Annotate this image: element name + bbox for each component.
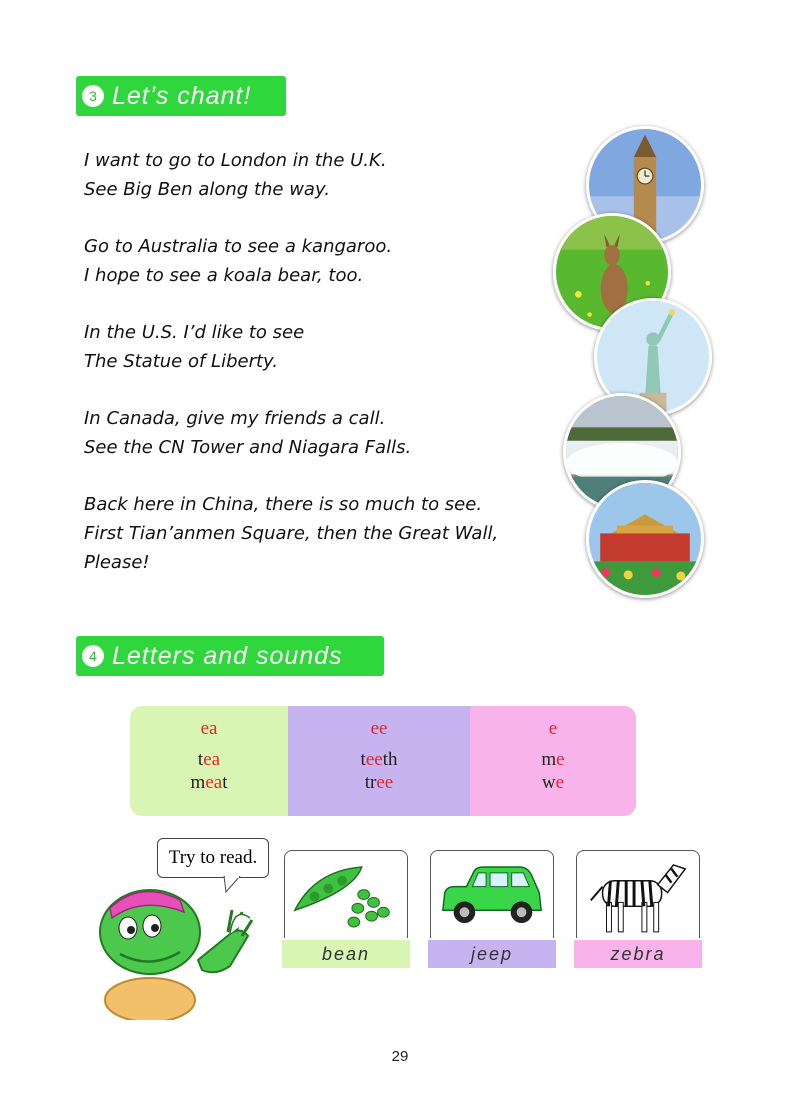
stanza [84, 318, 554, 376]
stanza [84, 146, 554, 204]
zebra-icon [577, 851, 699, 938]
page-number: 29 [391, 1048, 409, 1065]
chant-line: I hope to see a koala bear, too. [84, 265, 364, 286]
word: teeth [360, 749, 398, 770]
section-title: Let’s chant! [112, 81, 252, 110]
section-number: 4 [82, 645, 104, 667]
card-zebra [576, 850, 700, 938]
section-number: 3 [82, 85, 104, 107]
chant-line: Go to Australia to see a kangaroo. [84, 236, 393, 257]
word-label-zebra: zebra [574, 940, 702, 968]
chant-line: The Statue of Liberty. [84, 351, 279, 372]
chant-line: First Tian’anmen Square, then the Great Wall, [84, 523, 499, 544]
bubble-tail-icon [222, 876, 244, 894]
chant-line: Back here in China, there is so much to see. [84, 494, 483, 515]
card-bean [284, 850, 408, 938]
word: tea [197, 749, 221, 770]
chant-line: See Big Ben along the way. [84, 179, 330, 200]
word-label-bean: bean [282, 940, 410, 968]
word: we [541, 772, 565, 793]
chant-line: I want to go to London in the U.K. [84, 150, 387, 171]
word: tree [364, 772, 394, 793]
word: meat [190, 772, 228, 793]
sound-head: e [548, 718, 558, 739]
word: me [541, 749, 565, 770]
sound-head: ea [200, 718, 218, 739]
word-label-jeep: jeep [428, 940, 556, 968]
stanza [84, 404, 554, 462]
card-jeep [430, 850, 554, 938]
speech-bubble: Try to read. [157, 838, 269, 878]
chant-text [84, 146, 554, 605]
section-title: Letters and sounds [112, 641, 343, 670]
chant-line: In Canada, give my friends a call. [84, 408, 386, 429]
sounds-table [130, 706, 636, 816]
tiananmen-square-photo [586, 480, 704, 598]
section-header-chant [76, 76, 286, 116]
sound-column-ea [130, 706, 288, 816]
sound-column-ee [288, 706, 470, 816]
stanza [84, 490, 554, 577]
sound-head: ee [370, 718, 388, 739]
tiananmen-icon [589, 483, 701, 595]
chant-line: In the U.S. I’d like to see [84, 322, 305, 343]
section-header-letters [76, 636, 384, 676]
stanza [84, 232, 554, 290]
chant-line: Please! [84, 552, 150, 573]
sound-column-e [470, 706, 636, 816]
jeep-icon [431, 851, 553, 938]
peas-icon [285, 851, 407, 938]
chant-line: See the CN Tower and Niagara Falls. [84, 437, 412, 458]
